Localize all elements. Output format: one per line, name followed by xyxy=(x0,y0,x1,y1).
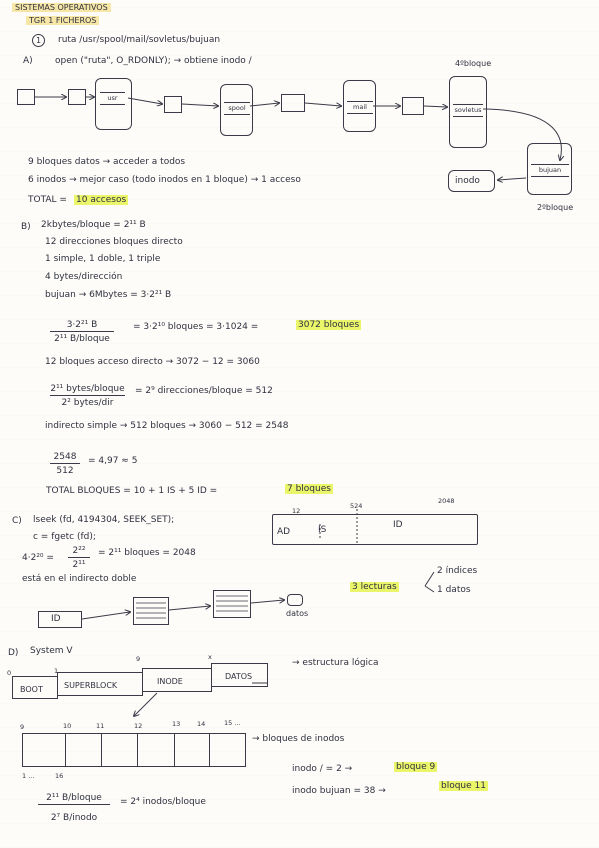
d-frac-num: 2¹¹ B/bloque xyxy=(38,793,110,805)
indices-count: 2 índices xyxy=(437,566,478,576)
inodo-root-line: inodo / = 2 → xyxy=(292,764,353,774)
frac2-result: = 2⁹ direcciones/bloque = 512 xyxy=(135,386,273,396)
c-frac-result: = 2¹¹ bloques = 2048 xyxy=(98,548,196,558)
total-2-value: 7 bloques xyxy=(287,484,331,494)
c-frac-num: 2²² xyxy=(68,546,90,558)
dir-entry-spool: spool xyxy=(224,102,250,115)
bottom-num-1: 1 ... xyxy=(22,772,35,780)
open-call-text: open ("ruta", O_RDONLY); → obtiene inodo / xyxy=(55,56,252,66)
b-line-2: 12 direcciones bloques directo xyxy=(45,237,183,247)
tick-524: 524 xyxy=(350,502,363,510)
frac1-num: 3·2²¹ B xyxy=(50,320,114,332)
c-line-1: lseek (fd, 4194304, SEEK_SET); xyxy=(33,515,175,525)
frac1-den: 2¹¹ B/bloque xyxy=(54,334,110,344)
total-1-value: 10 accesos xyxy=(76,195,127,205)
c-frac-pre: 4·2²⁰ = xyxy=(22,553,54,563)
inodo-bujuan-line: inodo bujuan = 38 → xyxy=(292,786,386,796)
total-1-label: TOTAL = xyxy=(28,195,67,205)
part-c-label: C) xyxy=(12,516,22,526)
seg-id: ID xyxy=(393,520,403,530)
cell-num-14: 14 xyxy=(197,720,206,728)
cell-num-11: 11 xyxy=(96,722,105,730)
frac3-num: 2548 xyxy=(50,452,80,464)
bottom-num-16: 16 xyxy=(55,772,64,780)
seg-datos-label: DATOS xyxy=(225,672,253,681)
d-frac-den: 2⁷ B/inodo xyxy=(50,813,98,823)
mark-1: 1 xyxy=(54,667,59,675)
exercise-number: 1 xyxy=(32,34,45,47)
mark-x: x xyxy=(208,653,212,661)
ruta-text: ruta /usr/spool/mail/sovletus/bujuan xyxy=(58,35,221,45)
b-line-5: bujuan → 6Mbytes = 3·2²¹ B xyxy=(45,290,172,300)
mark-0: 0 xyxy=(7,669,12,677)
frac2-num: 2¹¹ bytes/bloque xyxy=(50,384,125,394)
b-line-3: 1 simple, 1 doble, 1 triple xyxy=(45,254,161,264)
c-frac-den: 2¹¹ xyxy=(72,560,86,570)
estructura-logica: → estructura lógica xyxy=(292,658,379,668)
b-line-6: 12 bloques acceso directo → 3072 − 12 = 3060 xyxy=(45,357,260,367)
bloque2-label: 2ºbloque xyxy=(537,203,574,212)
part-d-label: D) xyxy=(8,648,19,658)
b-line-7: indirecto simple → 512 bloques → 3060 − 512 = 2548 xyxy=(45,421,289,431)
b-line-4: 4 bytes/dirección xyxy=(45,272,123,282)
frac2-den: 2² bytes/dir xyxy=(61,398,114,408)
d-frac-result: = 2⁴ inodos/bloque xyxy=(120,797,206,807)
total-2-label: TOTAL BLOQUES = 10 + 1 IS + 5 ID = xyxy=(46,486,218,496)
dir-entry-usr: usr xyxy=(100,92,125,105)
frac3-den: 512 xyxy=(56,466,74,476)
seg-ad: AD xyxy=(277,527,291,537)
tick-12: 12 xyxy=(292,507,301,515)
inodo-root-highlight: bloque 9 xyxy=(396,762,436,772)
datos-label: datos xyxy=(286,609,309,618)
cell-num-13: 13 xyxy=(172,720,181,728)
id-box-label: ID xyxy=(51,614,61,624)
mark-9: 9 xyxy=(136,655,141,663)
bloques-datos-text: 9 bloques datos → acceder a todos xyxy=(28,157,186,167)
bloques-inodos: → bloques de inodos xyxy=(252,734,345,744)
inodos-text: 6 inodos → mejor caso (todo inodos en 1 bloque) → 1 acceso xyxy=(28,175,301,185)
c-line-3: está en el indirecto doble xyxy=(22,574,137,584)
tick-2048: 2048 xyxy=(438,497,455,505)
cell-num-10: 10 xyxy=(63,722,72,730)
frac1-highlight: 3072 bloques xyxy=(298,320,360,330)
part-b-label: B) xyxy=(21,222,31,232)
seg-boot-label: BOOT xyxy=(20,685,43,694)
system-v-title: System V xyxy=(30,646,73,656)
dir-entry-bujuan: bujuan xyxy=(531,164,569,177)
c-line-2: c = fgetc (fd); xyxy=(33,532,96,542)
frac3-result: = 4,97 ≈ 5 xyxy=(88,456,138,466)
seg-superblock-label: SUPERBLOCK xyxy=(64,681,118,690)
dir-entry-sovletus: sovletus xyxy=(453,104,483,117)
b-line-1: 2kbytes/bloque = 2¹¹ B xyxy=(41,220,146,230)
part-a-label: A) xyxy=(23,56,33,66)
header-subject: SISTEMAS OPERATIVOS xyxy=(12,2,111,13)
cell-num-15: 15 ... xyxy=(224,719,241,727)
seg-is: IS xyxy=(318,525,327,535)
bloque4-label: 4ºbloque xyxy=(455,59,492,68)
seg-inode-label: INODE xyxy=(157,677,183,686)
inodo-box-label: inodo xyxy=(455,176,480,186)
datos-count: 1 datos xyxy=(437,585,471,595)
cell-num-9: 9 xyxy=(20,723,25,731)
inodo-bujuan-highlight: bloque 11 xyxy=(441,781,486,791)
frac1-result: = 3·2¹⁰ bloques = 3·1024 = xyxy=(133,322,259,332)
cell-num-12: 12 xyxy=(134,722,143,730)
header-topic: TGR 1 FICHEROS xyxy=(26,15,99,26)
lecturas: 3 lecturas xyxy=(352,582,397,592)
dir-entry-mail: mail xyxy=(347,101,373,114)
